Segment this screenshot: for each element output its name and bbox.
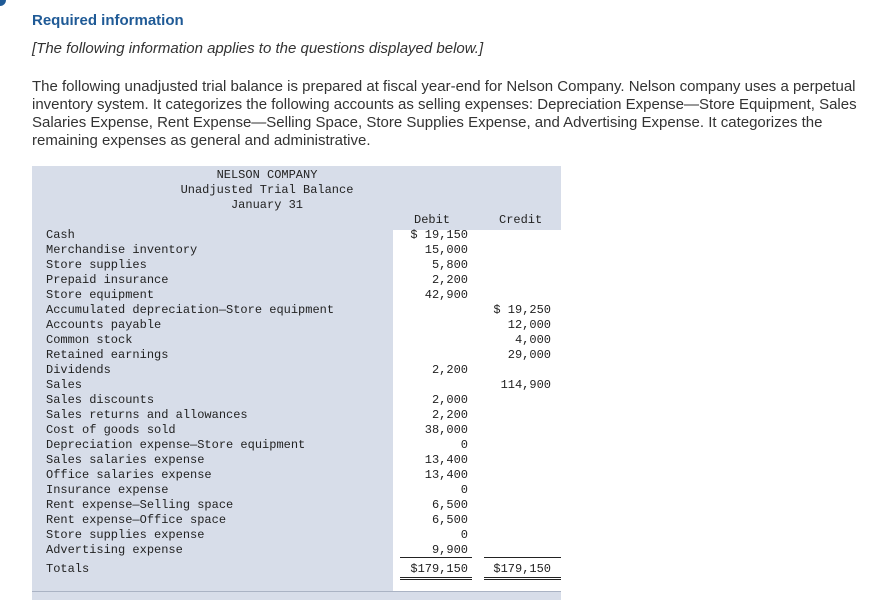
credit-column-header: Credit <box>499 213 543 227</box>
debit-total: $179,150 <box>410 562 468 576</box>
applies-note: [The following information applies to the questions displayed below.] <box>32 40 484 57</box>
debit-amount: 0 <box>460 528 468 542</box>
account-name: Rent expense—Selling space <box>46 498 234 512</box>
debit-amount: 2,200 <box>431 408 468 422</box>
credit-double-rule-1 <box>484 577 561 578</box>
account-name: Retained earnings <box>46 348 169 362</box>
table-row <box>32 468 561 483</box>
debit-amount: 42,900 <box>424 288 468 302</box>
debit-amount: 15,000 <box>424 243 468 257</box>
debit-amount: 13,400 <box>424 468 468 482</box>
credit-amount: 29,000 <box>507 348 551 362</box>
table-row <box>32 393 561 408</box>
debit-total-rule <box>400 557 472 558</box>
totals-row <box>32 562 561 577</box>
account-name: Store supplies <box>46 258 147 272</box>
account-name: Cash <box>46 228 75 242</box>
table-row <box>32 498 561 513</box>
table-row <box>32 483 561 498</box>
table-row <box>32 363 561 378</box>
corner-marker <box>0 0 6 6</box>
table-row <box>32 228 561 243</box>
account-name: Merchandise inventory <box>46 243 198 257</box>
intro-paragraph: The following unadjusted trial balance is prepared at fiscal year-end for Nelson Company. Nelson company uses a perpetual inventory system. It categorizes the following accounts as selling expenses: Depreciation Expense—Store Equipment, Sales Salaries Expense, Rent Expense—Selling Space, Store Supplies Expense, and Advertising Expense. It categorizes the remaining expenses as general and administrative. <box>32 78 857 149</box>
account-name: Sales <box>46 378 83 392</box>
debit-column-header: Debit <box>414 213 451 227</box>
statement-date: January 31 <box>230 198 303 212</box>
required-information-heading: Required information <box>32 12 184 29</box>
table-row <box>32 528 561 543</box>
trial-balance-table <box>32 166 561 594</box>
credit-total-rule <box>484 557 561 558</box>
debit-amount: 6,500 <box>431 498 468 512</box>
credit-total: $179,150 <box>493 562 551 576</box>
account-name: Advertising expense <box>46 543 183 557</box>
account-name: Depreciation expense—Store equipment <box>46 438 306 452</box>
debit-amount: 13,400 <box>424 453 468 467</box>
account-name: Accumulated depreciation—Store equipment <box>46 303 335 317</box>
debit-amount: 6,500 <box>431 513 468 527</box>
table-row <box>32 408 561 423</box>
debit-amount: $ 19,150 <box>410 228 468 242</box>
account-name: Sales salaries expense <box>46 453 205 467</box>
debit-amount: 5,800 <box>431 258 468 272</box>
account-name: Prepaid insurance <box>46 273 169 287</box>
account-name: Accounts payable <box>46 318 162 332</box>
debit-amount: 0 <box>460 438 468 452</box>
table-row <box>32 273 561 288</box>
table-row <box>32 318 561 333</box>
table-row <box>32 378 561 393</box>
table-row <box>32 348 561 363</box>
table-row <box>32 288 561 303</box>
table-row <box>32 258 561 273</box>
credit-amount: $ 19,250 <box>493 303 551 317</box>
table-row <box>32 303 561 318</box>
table-row <box>32 423 561 438</box>
account-name: Cost of goods sold <box>46 423 176 437</box>
account-name: Common stock <box>46 333 133 347</box>
debit-amount: 2,200 <box>431 273 468 287</box>
table-row <box>32 243 561 258</box>
debit-amount: 2,000 <box>431 393 468 407</box>
account-name: Store equipment <box>46 288 155 302</box>
account-name: Store supplies expense <box>46 528 205 542</box>
table-row <box>32 513 561 528</box>
account-name: Dividends <box>46 363 111 377</box>
table-row <box>32 453 561 468</box>
debit-amount: 38,000 <box>424 423 468 437</box>
debit-double-rule-1 <box>400 577 472 578</box>
table-row <box>32 438 561 453</box>
table-bottom-bar <box>32 591 561 600</box>
debit-amount: 0 <box>460 483 468 497</box>
account-name: Office salaries expense <box>46 468 212 482</box>
account-name: Sales returns and allowances <box>46 408 248 422</box>
debit-amount: 2,200 <box>431 363 468 377</box>
credit-amount: 12,000 <box>507 318 551 332</box>
table-row <box>32 543 561 558</box>
totals-label: Totals <box>46 562 90 576</box>
company-name: NELSON COMPANY <box>216 168 318 182</box>
credit-amount: 114,900 <box>500 378 551 392</box>
debit-amount: 9,900 <box>431 543 468 557</box>
account-name: Insurance expense <box>46 483 169 497</box>
statement-title: Unadjusted Trial Balance <box>180 183 354 197</box>
table-row <box>32 333 561 348</box>
account-name: Rent expense—Office space <box>46 513 227 527</box>
debit-double-rule-2 <box>400 579 472 580</box>
account-name: Sales discounts <box>46 393 155 407</box>
credit-double-rule-2 <box>484 579 561 580</box>
credit-amount: 4,000 <box>514 333 551 347</box>
